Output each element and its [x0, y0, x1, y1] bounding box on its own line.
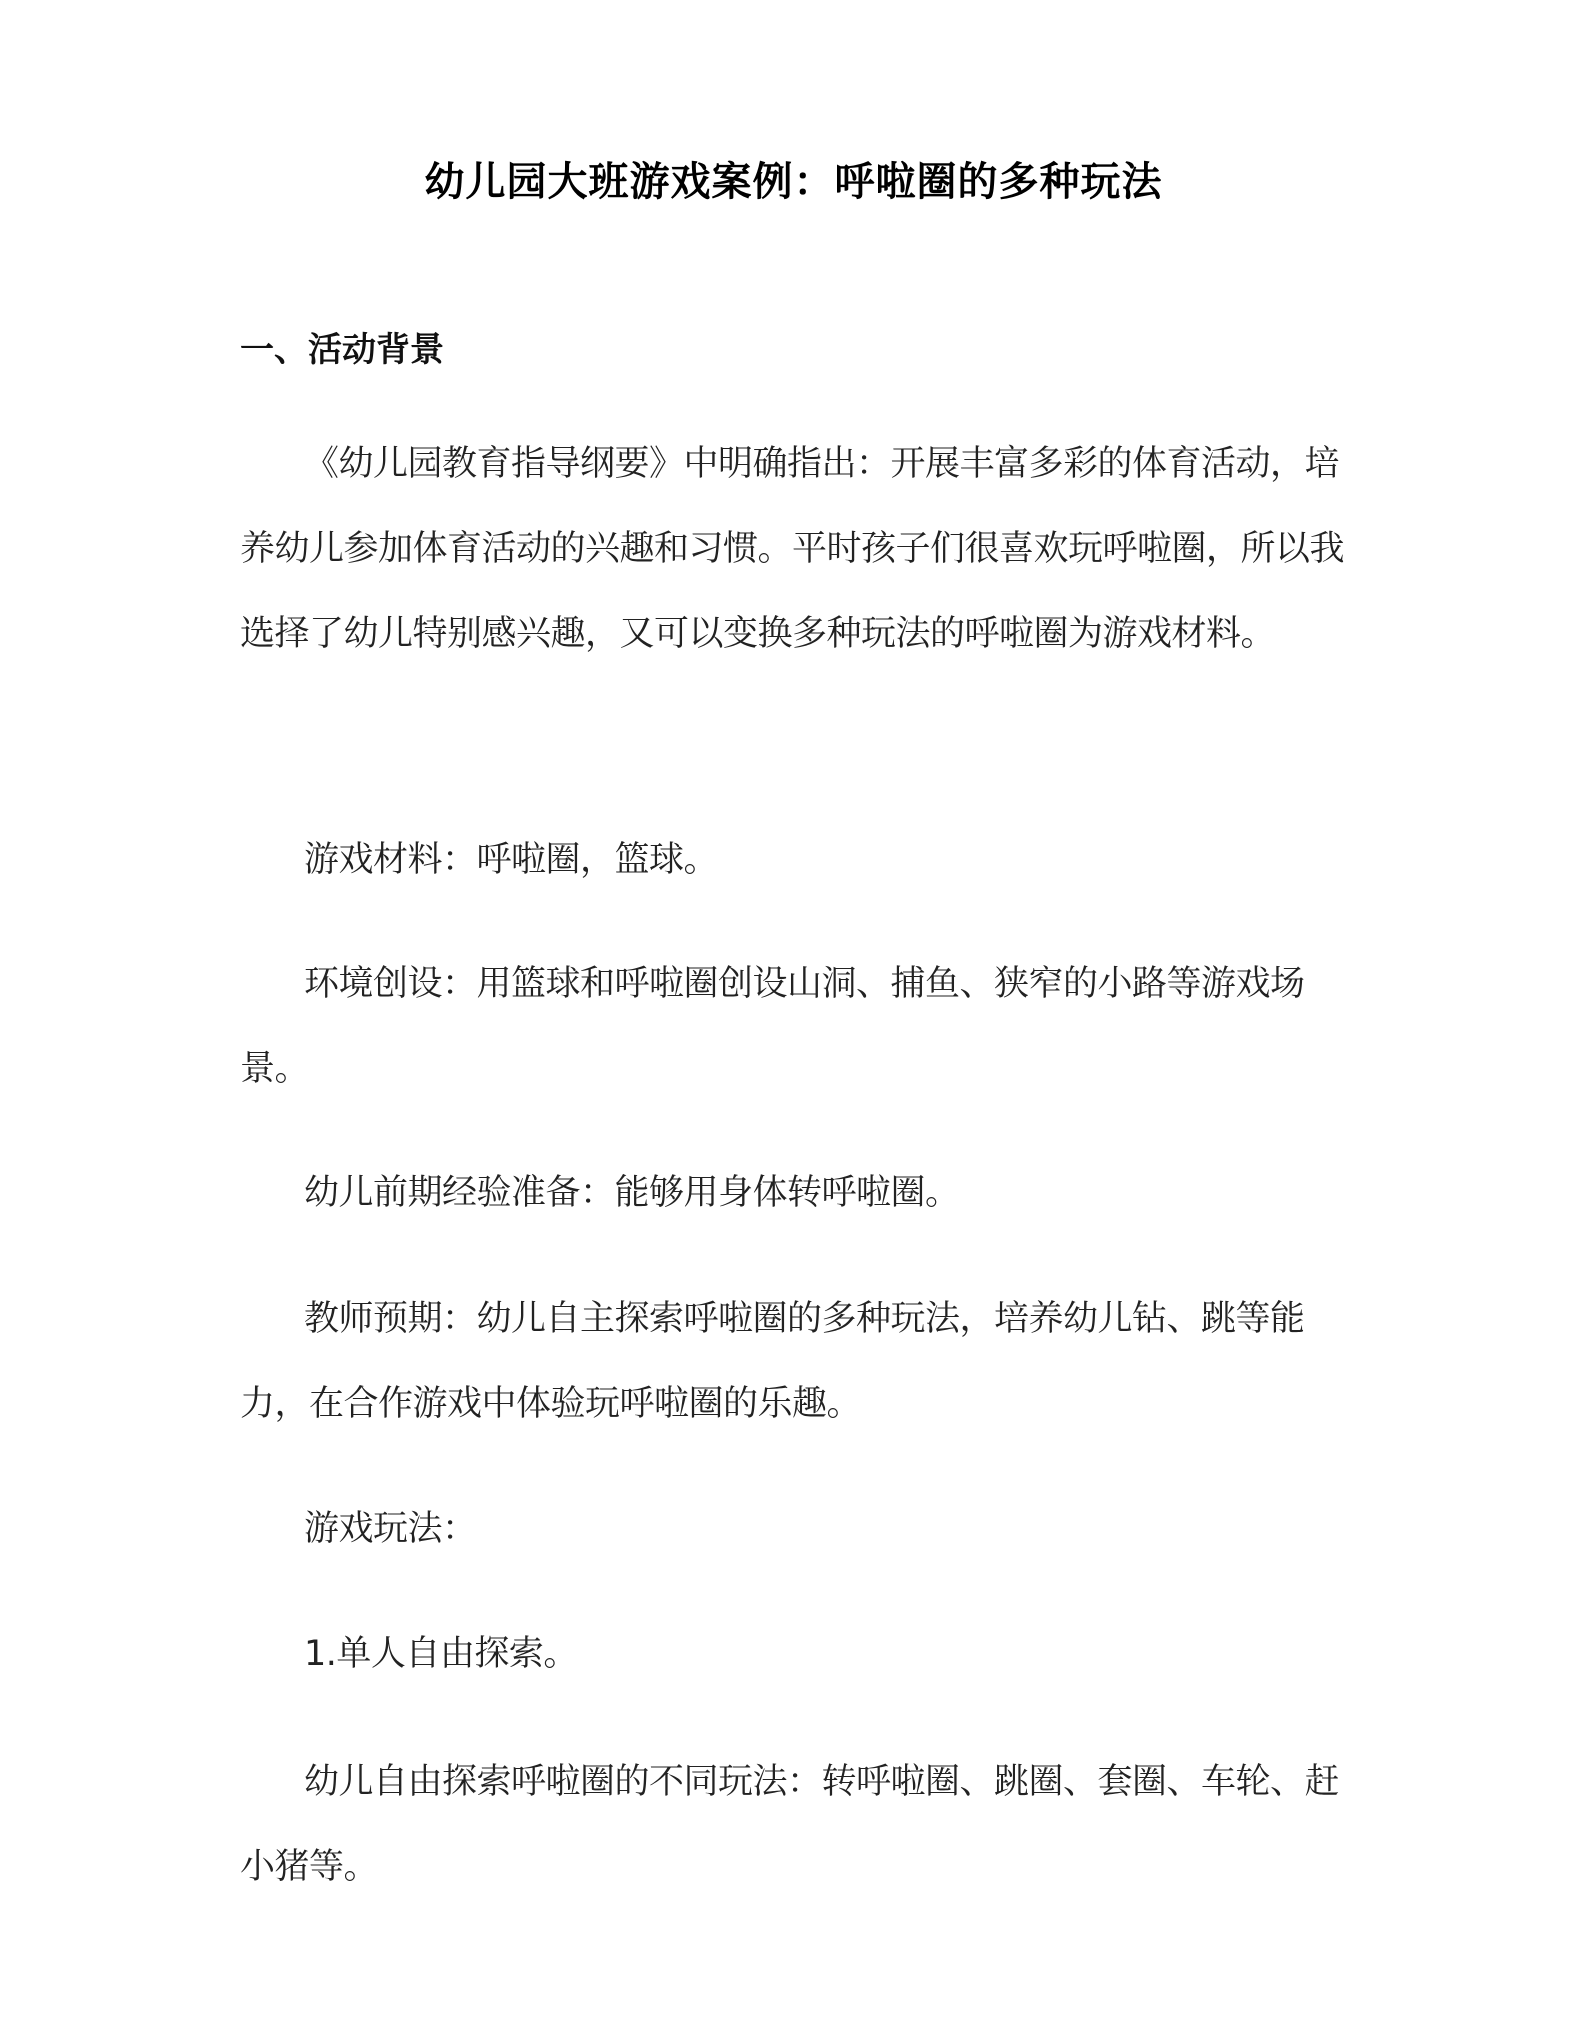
paragraph-free-exploration: 幼儿自由探索呼啦圈的不同玩法：转呼啦圈、跳圈、套圈、车轮、赶小猪等。	[240, 1762, 1340, 1887]
document-title: 幼儿园大班游戏案例：呼啦圈的多种玩法	[424, 159, 1163, 205]
paragraph-prior-experience: 幼儿前期经验准备：能够用身体转呼啦圈。	[304, 1173, 960, 1213]
paragraph-environment: 环境创设：用篮球和呼啦圈创设山洞、捕鱼、狭窄的小路等游戏场景。	[240, 964, 1305, 1089]
paragraph-teacher-expectation: 教师预期：幼儿自主探索呼啦圈的多种玩法，培养幼儿钻、跳等能力，在合作游戏中体验玩呼啦圈的乐趣。	[240, 1299, 1305, 1424]
paragraph-materials: 游戏材料：呼啦圈，篮球。	[304, 840, 719, 880]
paragraph-gameplay-heading: 游戏玩法：	[304, 1509, 477, 1549]
paragraph-step-1: 1.单人自由探索。	[304, 1634, 578, 1674]
section-heading: 一、活动背景	[240, 330, 444, 370]
paragraph-background: 《幼儿园教育指导纲要》中明确指出：开展丰富多彩的体育活动，培养幼儿参加体育活动的兴趣和习惯。平时孩子们很喜欢玩呼啦圈，所以我选择了幼儿特别感兴趣，又可以变换多种玩法的呼啦圈为游戏材料。	[240, 444, 1345, 654]
